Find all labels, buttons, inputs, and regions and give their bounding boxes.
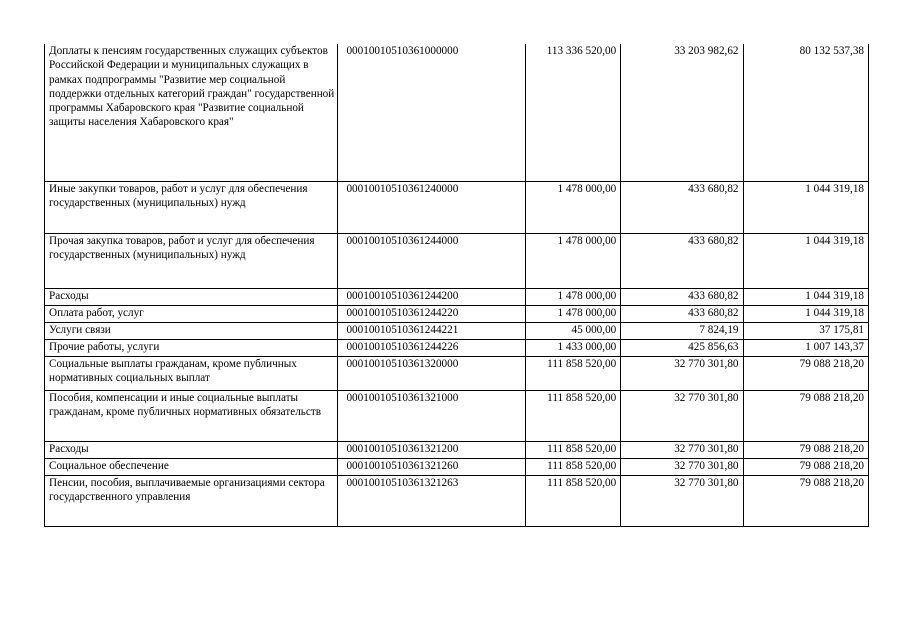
row-code-cell: 00010010510361244226 [338,339,525,356]
row-rest-cell: 1 044 319,18 [743,181,868,233]
table-row [45,322,869,339]
row-name-cell: Пособия, компенсации и иные социальные выплаты гражданам, кроме публичных нормативных обязательств [45,390,338,441]
row-code-cell: 00010010510361320000 [338,356,525,390]
row-rest-cell: 79 088 218,20 [743,475,868,526]
row-exec-cell: 433 680,82 [621,288,743,305]
row-plan-cell: 1 478 000,00 [525,305,621,322]
row-rest-cell: 80 132 537,38 [743,44,868,181]
row-rest-cell: 1 007 143,37 [743,339,868,356]
row-rest-cell: 1 044 319,18 [743,288,868,305]
row-exec-cell: 32 770 301,80 [621,441,743,458]
row-exec-cell: 32 770 301,80 [621,390,743,441]
row-rest-cell: 1 044 319,18 [743,233,868,288]
row-name-cell: Прочая закупка товаров, работ и услуг для обеспечения государственных (муниципальных) нужд [45,233,338,288]
table-row [45,44,869,181]
row-exec-cell: 425 856,63 [621,339,743,356]
row-rest-cell: 37 175,81 [743,322,868,339]
row-plan-cell: 111 858 520,00 [525,458,621,475]
row-code-cell: 00010010510361244220 [338,305,525,322]
table-row [45,458,869,475]
row-exec-cell: 32 770 301,80 [621,458,743,475]
table-row [45,305,869,322]
row-plan-cell: 111 858 520,00 [525,356,621,390]
row-code-cell: 00010010510361321200 [338,441,525,458]
row-rest-cell: 1 044 319,18 [743,305,868,322]
row-rest-cell: 79 088 218,20 [743,390,868,441]
row-name-cell: Расходы [45,288,338,305]
table-row [45,181,869,233]
row-name-cell: Расходы [45,441,338,458]
row-name-cell: Пенсии, пособия, выплачиваемые организациями сектора государственного управления [45,475,338,526]
row-name-cell: Социальное обеспечение [45,458,338,475]
budget-table-body [45,44,869,526]
table-row [45,339,869,356]
table-row [45,233,869,288]
row-code-cell: 00010010510361321000 [338,390,525,441]
row-plan-cell: 111 858 520,00 [525,390,621,441]
row-name-cell: Иные закупки товаров, работ и услуг для обеспечения государственных (муниципальных) нужд [45,181,338,233]
row-exec-cell: 33 203 982,62 [621,44,743,181]
row-plan-cell: 45 000,00 [525,322,621,339]
row-exec-cell: 433 680,82 [621,305,743,322]
row-plan-cell: 1 478 000,00 [525,288,621,305]
row-exec-cell: 32 770 301,80 [621,356,743,390]
row-rest-cell: 79 088 218,20 [743,356,868,390]
row-code-cell: 00010010510361240000 [338,181,525,233]
table-row [45,288,869,305]
row-name-cell: Оплата работ, услуг [45,305,338,322]
row-code-cell: 00010010510361321263 [338,475,525,526]
row-code-cell: 00010010510361244200 [338,288,525,305]
row-plan-cell: 111 858 520,00 [525,475,621,526]
row-exec-cell: 32 770 301,80 [621,475,743,526]
row-exec-cell: 7 824,19 [621,322,743,339]
row-plan-cell: 1 478 000,00 [525,181,621,233]
row-exec-cell: 433 680,82 [621,181,743,233]
row-code-cell: 00010010510361000000 [338,44,525,181]
table-row [45,356,869,390]
row-name-cell: Социальные выплаты гражданам, кроме публичных нормативных социальных выплат [45,356,338,390]
row-plan-cell: 113 336 520,00 [525,44,621,181]
row-plan-cell: 1 478 000,00 [525,233,621,288]
row-plan-cell: 111 858 520,00 [525,441,621,458]
table-row [45,441,869,458]
table-row [45,390,869,441]
row-code-cell: 00010010510361244221 [338,322,525,339]
row-rest-cell: 79 088 218,20 [743,441,868,458]
row-code-cell: 00010010510361321260 [338,458,525,475]
budget-table [44,44,869,527]
row-name-cell: Доплаты к пенсиям государственных служащих субъектов Российской Федерации и муниципальных служащих в рамках подпрограммы "Развитие мер социальной поддержки отдельных категорий граждан" государственной программы Хабаровского края "Развитие социальной защиты населения Хабаровского края" [45,44,338,181]
row-name-cell: Услуги связи [45,322,338,339]
row-rest-cell: 79 088 218,20 [743,458,868,475]
table-row [45,475,869,526]
row-name-cell: Прочие работы, услуги [45,339,338,356]
row-plan-cell: 1 433 000,00 [525,339,621,356]
row-code-cell: 00010010510361244000 [338,233,525,288]
row-exec-cell: 433 680,82 [621,233,743,288]
